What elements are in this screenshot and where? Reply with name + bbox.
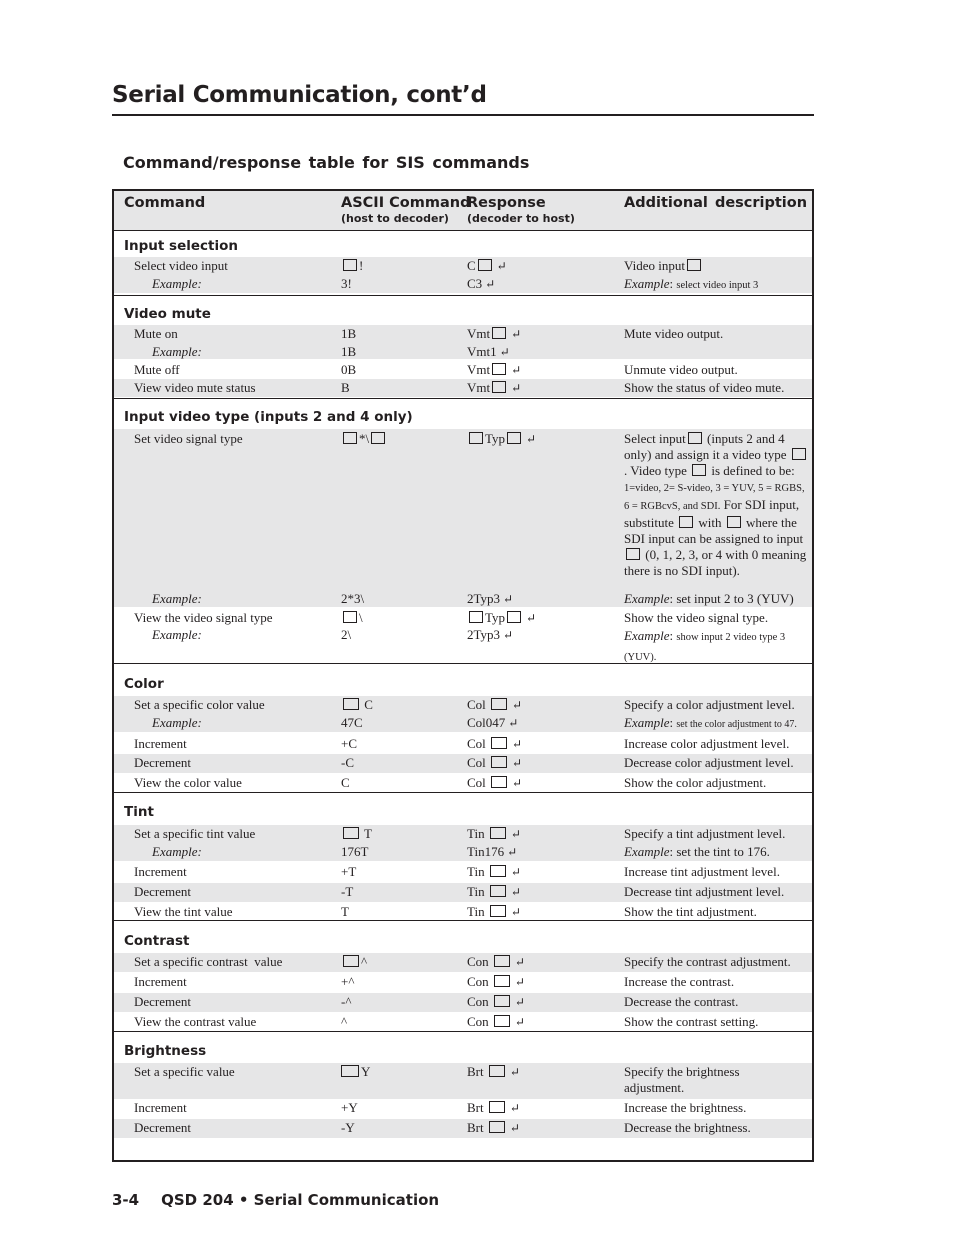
return-arrow-icon: ↵ xyxy=(510,905,521,919)
desc-cell: Specify the brightness adjustment. xyxy=(624,1064,740,1095)
variable-box-icon xyxy=(343,259,357,271)
cmd-cell: Increment xyxy=(134,1100,187,1115)
ascii-cell: B xyxy=(341,380,350,395)
return-arrow-icon: ↵ xyxy=(496,259,507,273)
response-cell: Tin ↵ xyxy=(467,864,521,879)
variable-box-icon xyxy=(792,448,806,460)
section-divider xyxy=(114,1031,812,1032)
example-label: Example: xyxy=(152,591,202,606)
return-arrow-icon: ↵ xyxy=(511,363,522,377)
title-rule xyxy=(112,114,814,116)
variable-box-icon xyxy=(343,955,359,967)
ascii-cell: 47C xyxy=(341,715,363,730)
response-cell: C ↵ xyxy=(467,258,507,273)
return-arrow-icon: ↵ xyxy=(514,1015,525,1029)
cmd-cell: View the video signal type xyxy=(134,610,273,625)
desc-cell: Specify the contrast adjustment. xyxy=(624,954,791,969)
desc-cell: Specify a tint adjustment level. xyxy=(624,826,786,841)
variable-box-icon xyxy=(343,698,359,710)
return-arrow-icon: ↵ xyxy=(514,995,525,1009)
desc-cell: Example: show input 2 video type 3 (YUV). xyxy=(624,628,786,663)
section-divider xyxy=(114,663,812,664)
return-arrow-icon: ↵ xyxy=(512,737,523,751)
cmd-cell: View the color value xyxy=(134,775,242,790)
return-arrow-icon: ↵ xyxy=(514,975,525,989)
response-cell: Col ↵ xyxy=(467,736,523,751)
desc-cell: Example: set the tint to 176. xyxy=(624,844,770,859)
response-cell: Brt ↵ xyxy=(467,1064,520,1079)
cmd-cell: Decrement xyxy=(134,1120,192,1135)
footer-text: QSD 204 • Serial Communication xyxy=(161,1191,440,1209)
return-arrow-icon: ↵ xyxy=(512,776,523,790)
cmd-cell: Decrement xyxy=(134,994,192,1009)
section-divider xyxy=(114,792,812,793)
variable-box-icon xyxy=(491,698,507,710)
variable-box-icon xyxy=(490,885,506,897)
cmd-cell: Set a specific value xyxy=(134,1064,235,1079)
response-cell: Con ↵ xyxy=(467,1014,525,1029)
return-arrow-icon: ↵ xyxy=(485,277,496,291)
section-divider xyxy=(114,398,812,399)
example-label: Example: xyxy=(152,715,202,730)
desc-cell: Show the tint adjustment. xyxy=(624,904,757,919)
section-tint: Tint xyxy=(124,804,154,820)
desc-cell: Specify a color adjustment level. xyxy=(624,697,795,712)
ascii-cell: C xyxy=(341,697,373,713)
desc-cell: Example: set the color adjustment to 47. xyxy=(624,715,797,730)
cmd-cell: Set a specific color value xyxy=(134,697,265,712)
ascii-cell: 1B xyxy=(341,326,357,341)
response-cell: Con ↵ xyxy=(467,994,525,1009)
desc-cell: Decrease color adjustment level. xyxy=(624,755,794,770)
return-arrow-icon: ↵ xyxy=(510,865,521,879)
variable-box-icon xyxy=(492,363,506,375)
variable-box-icon xyxy=(688,432,702,444)
response-cell: Vmt1 ↵ xyxy=(467,344,510,359)
header-ascii: ASCII Command xyxy=(341,195,471,211)
response-cell: Col ↵ xyxy=(467,775,523,790)
cmd-cell: Increment xyxy=(134,864,187,879)
return-arrow-icon: ↵ xyxy=(510,827,521,841)
cmd-cell: Increment xyxy=(134,736,187,751)
desc-cell: Mute video output. xyxy=(624,326,724,341)
response-cell: 2Typ3 ↵ xyxy=(467,591,514,606)
cmd-cell: Mute on xyxy=(134,326,178,341)
header-response: Response xyxy=(467,195,546,211)
variable-box-icon xyxy=(489,1101,505,1113)
return-arrow-icon: ↵ xyxy=(512,756,523,770)
response-cell: Con ↵ xyxy=(467,954,525,969)
desc-cell: Increase color adjustment level. xyxy=(624,736,790,751)
response-cell: Typ ↵ xyxy=(467,431,536,447)
section-brightness: Brightness xyxy=(124,1043,207,1059)
ascii-cell: 2\ xyxy=(341,627,352,642)
variable-box-icon xyxy=(492,327,506,339)
ascii-cell: 176T xyxy=(341,844,369,859)
section-input-selection: Input selection xyxy=(124,238,239,254)
cmd-cell: Set a specific contrast value xyxy=(134,954,283,969)
variable-box-icon xyxy=(343,611,357,623)
variable-box-icon xyxy=(491,776,507,788)
return-arrow-icon: ↵ xyxy=(512,698,523,712)
example-label: Example: xyxy=(152,276,202,291)
response-cell: Col ↵ xyxy=(467,697,523,712)
desc-cell: Decrease tint adjustment level. xyxy=(624,884,785,899)
ascii-cell: ^ xyxy=(341,1014,348,1029)
ascii-cell: 3! xyxy=(341,276,352,291)
variable-box-icon xyxy=(494,955,510,967)
section-input-video-type: Input video type (inputs 2 and 4 only) xyxy=(124,409,413,425)
variable-box-icon xyxy=(478,259,492,271)
response-cell: Con ↵ xyxy=(467,974,525,989)
header-command: Command xyxy=(124,195,206,211)
example-label: Example: xyxy=(152,627,202,642)
page-number: 3-4 xyxy=(112,1191,140,1209)
ascii-cell: 2*3\ xyxy=(341,591,365,606)
header-response-sub: (decoder to host) xyxy=(467,212,575,225)
variable-box-icon xyxy=(469,432,483,444)
return-arrow-icon: ↵ xyxy=(507,845,518,859)
ascii-cell: +Y xyxy=(341,1100,358,1115)
cmd-cell: Set a specific tint value xyxy=(134,826,256,841)
ascii-cell: ^ xyxy=(341,954,367,970)
desc-cell: Unmute video output. xyxy=(624,362,738,377)
table-title: Command/response table for SIS commands xyxy=(123,153,530,172)
return-arrow-icon: ↵ xyxy=(509,1101,520,1115)
response-cell: Brt ↵ xyxy=(467,1120,520,1135)
cmd-cell: View video mute status xyxy=(134,380,256,395)
response-cell: Tin ↵ xyxy=(467,904,521,919)
return-arrow-icon: ↵ xyxy=(499,345,510,359)
ascii-cell: -Y xyxy=(341,1120,355,1135)
ascii-cell: T xyxy=(341,904,349,919)
cmd-cell: View the contrast value xyxy=(134,1014,257,1029)
response-cell: Tin ↵ xyxy=(467,884,521,899)
variable-box-icon xyxy=(692,464,706,476)
variable-box-icon xyxy=(490,827,506,839)
return-arrow-icon: ↵ xyxy=(503,628,514,642)
variable-box-icon xyxy=(626,548,640,560)
cmd-cell: Set video signal type xyxy=(134,431,243,446)
variable-box-icon xyxy=(507,611,521,623)
cmd-cell: Decrement xyxy=(134,884,192,899)
section-color: Color xyxy=(124,676,164,692)
return-arrow-icon: ↵ xyxy=(503,592,514,606)
ascii-cell: +^ xyxy=(341,974,355,989)
variable-box-icon xyxy=(489,1065,505,1077)
desc-cell: Show the status of video mute. xyxy=(624,380,785,395)
response-cell: Vmt ↵ xyxy=(467,380,522,395)
desc-cell: Show the video signal type. xyxy=(624,610,769,625)
variable-box-icon xyxy=(371,432,385,444)
variable-box-icon xyxy=(491,756,507,768)
desc-cell: Increase the brightness. xyxy=(624,1100,747,1115)
section-divider xyxy=(114,295,812,296)
desc-cell: Decrease the contrast. xyxy=(624,994,739,1009)
return-arrow-icon: ↵ xyxy=(511,327,522,341)
response-cell: Tin176 ↵ xyxy=(467,844,518,859)
sis-command-table xyxy=(112,189,814,1162)
response-cell: Vmt ↵ xyxy=(467,326,522,341)
ascii-cell: Y xyxy=(341,1064,370,1080)
section-contrast: Contrast xyxy=(124,933,190,949)
ascii-cell: -C xyxy=(341,755,354,770)
example-label: Example: xyxy=(152,844,202,859)
ascii-cell: C xyxy=(341,775,350,790)
page-title: Serial Communication, cont’d xyxy=(112,82,487,108)
response-cell: Typ ↵ xyxy=(467,610,536,626)
return-arrow-icon: ↵ xyxy=(526,611,537,625)
ascii-cell: 1B xyxy=(341,344,357,359)
response-cell: Vmt ↵ xyxy=(467,362,522,377)
variable-box-icon xyxy=(489,1121,505,1133)
variable-box-icon xyxy=(687,259,701,271)
ascii-cell: *\ xyxy=(341,431,387,447)
variable-box-icon xyxy=(727,516,741,528)
return-arrow-icon: ↵ xyxy=(509,1121,520,1135)
return-arrow-icon: ↵ xyxy=(509,1065,520,1079)
variable-box-icon xyxy=(490,865,506,877)
desc-cell: Increase tint adjustment level. xyxy=(624,864,780,879)
return-arrow-icon: ↵ xyxy=(510,885,521,899)
section-divider xyxy=(114,920,812,921)
desc-cell: Show the contrast setting. xyxy=(624,1014,759,1029)
cmd-cell: Select video input xyxy=(134,258,228,273)
return-arrow-icon: ↵ xyxy=(511,381,522,395)
response-cell: 2Typ3 ↵ xyxy=(467,627,514,642)
variable-box-icon xyxy=(469,611,483,623)
variable-box-icon xyxy=(341,1065,359,1077)
variable-box-icon xyxy=(492,381,506,393)
response-cell: Brt ↵ xyxy=(467,1100,520,1115)
desc-cell: Decrease the brightness. xyxy=(624,1120,751,1135)
desc-cell: Example: set input 2 to 3 (YUV) xyxy=(624,591,794,606)
cmd-cell: View the tint value xyxy=(134,904,233,919)
desc-cell: Example: select video input 3 xyxy=(624,276,759,291)
ascii-cell: -T xyxy=(341,884,354,899)
variable-box-icon xyxy=(494,1015,510,1027)
ascii-cell: 0B xyxy=(341,362,357,377)
ascii-cell: -^ xyxy=(341,994,352,1009)
variable-box-icon xyxy=(507,432,521,444)
variable-box-icon xyxy=(494,995,510,1007)
variable-box-icon xyxy=(490,905,506,917)
ascii-cell: \ xyxy=(341,610,363,626)
response-cell: Tin ↵ xyxy=(467,826,521,841)
variable-box-icon xyxy=(494,975,510,987)
section-video-mute: Video mute xyxy=(124,306,211,322)
return-arrow-icon: ↵ xyxy=(526,432,537,446)
desc-cell: Show the color adjustment. xyxy=(624,775,767,790)
response-cell: C3 ↵ xyxy=(467,276,496,291)
cmd-cell: Increment xyxy=(134,974,187,989)
variable-box-icon xyxy=(343,827,359,839)
variable-box-icon xyxy=(491,737,507,749)
response-cell: Col ↵ xyxy=(467,755,523,770)
cmd-cell: Decrement xyxy=(134,755,192,770)
desc-cell: Increase the contrast. xyxy=(624,974,735,989)
cmd-cell: Mute off xyxy=(134,362,180,377)
variable-box-icon xyxy=(679,516,693,528)
ascii-cell: +C xyxy=(341,736,358,751)
header-ascii-sub: (host to decoder) xyxy=(341,212,449,225)
ascii-cell: ! xyxy=(341,258,363,274)
return-arrow-icon: ↵ xyxy=(514,955,525,969)
desc-cell: Video input xyxy=(624,258,703,274)
return-arrow-icon: ↵ xyxy=(508,716,519,730)
response-cell: Col047 ↵ xyxy=(467,715,519,730)
variable-box-icon xyxy=(343,432,357,444)
desc-cell: Select input (inputs 2 and 4 only) and assign it a video type . Video type is defined to be: 1=video, 2= S-video, 3 = YUV, 5 = RGBS, 6 = RGBcvS, and SDI. For SDI input, substitute with where the SDI input can be assigned to input (0, 1, 2, 3, or 4 with 0 meaning there is no SDI input). xyxy=(624,431,807,578)
page-footer xyxy=(112,1191,439,1209)
example-label: Example: xyxy=(152,344,202,359)
header-description: Additional description xyxy=(624,195,808,211)
ascii-cell: T xyxy=(341,826,372,842)
ascii-cell: +T xyxy=(341,864,357,879)
